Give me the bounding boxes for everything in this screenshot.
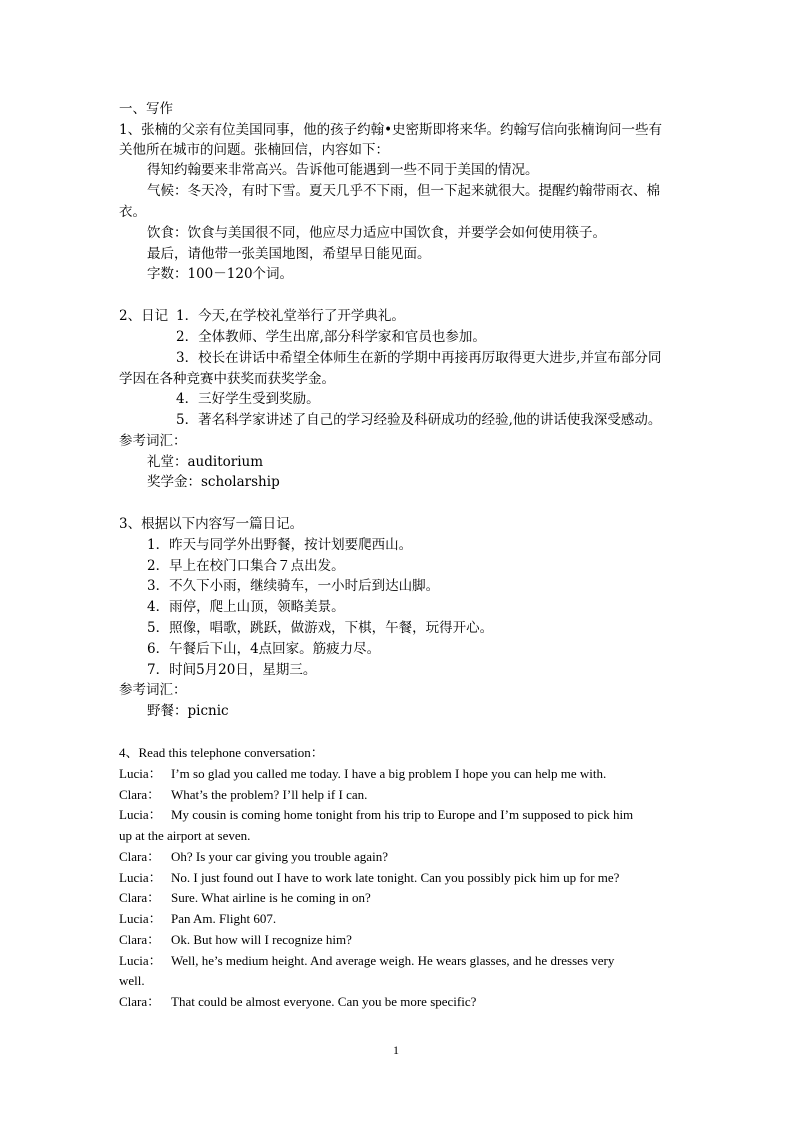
q1-para5: 字数：100－120个词。 xyxy=(147,266,294,282)
dialogue-text: Sure. What airline is he coming in on? xyxy=(171,890,371,905)
section3-item: 5．照像，唱歌，跳跃，做游戏，下棋，午餐，玩得开心。 xyxy=(147,620,494,636)
dialogue-line-continuation xyxy=(119,972,145,990)
page-number: 1 xyxy=(393,1043,399,1057)
speaker-label: Lucia： xyxy=(119,807,162,822)
dialogue-line xyxy=(119,765,606,783)
dialogue-line-continuation xyxy=(119,827,250,845)
q1-para2-line1: 气候：冬天冷，有时下雪。夏天几乎不下雨，但一下起来就很大。提醒约翰带雨衣、棉 xyxy=(147,183,660,199)
dialogue-line xyxy=(119,869,619,887)
section2-label: 2、日记 xyxy=(119,308,169,324)
speaker-label: Lucia： xyxy=(119,911,162,926)
q1-para2-line2: 衣。 xyxy=(119,204,146,220)
diary-item-4: 4．三好学生受到奖励。 xyxy=(176,391,320,407)
dialogue-line xyxy=(119,806,633,824)
diary-item-2: 2．全体教师、学生出席,部分科学家和官员也参加。 xyxy=(176,329,486,345)
dialogue-line xyxy=(119,931,352,949)
section3-item: 7．时间5月20日，星期三。 xyxy=(147,662,317,678)
dialogue-text: That could be almost everyone. Can you be more specific? xyxy=(171,994,477,1009)
diary-item-5: 5．著名科学家讲述了自己的学习经验及科研成功的经验,他的讲话使我深受感动。 xyxy=(176,412,662,428)
dialogue-line xyxy=(119,952,614,970)
section3-item: 6．午餐后下山，4点回家。筋疲力尽。 xyxy=(147,641,381,657)
dialogue-text: I’m so glad you called me today. I have a big problem I hope you can help me with. xyxy=(171,766,607,781)
speaker-label: Clara： xyxy=(119,849,161,864)
dialogue-text: Pan Am. Flight 607. xyxy=(171,911,277,926)
dialogue-line xyxy=(119,889,371,907)
section3-item: 4．雨停，爬上山顶，领略美景。 xyxy=(147,599,345,615)
vocab-picnic: 野餐：picnic xyxy=(147,703,229,719)
dialogue-text: My cousin is coming home tonight from his trip to Europe and I’m supposed to pick him xyxy=(171,807,634,822)
dialogue-text: What’s the problem? I’ll help if I can. xyxy=(171,787,368,802)
speaker-label: Lucia： xyxy=(119,953,162,968)
section3-vocab-heading: 参考词汇： xyxy=(119,682,187,698)
section3-item: 2．早上在校门口集合７点出发。 xyxy=(147,558,345,574)
section1-heading: 一、写作 xyxy=(119,101,173,117)
dialogue-text: Well, he’s medium height. And average weigh. He wears glasses, and he dresses very xyxy=(171,953,615,968)
speaker-label: Clara： xyxy=(119,932,161,947)
q1-para1: 得知约翰要来非常高兴。告诉他可能遇到一些不同于美国的情况。 xyxy=(147,162,539,178)
speaker-label: Lucia： xyxy=(119,870,162,885)
q1-line2: 关他所在城市的问题。张楠回信，内容如下： xyxy=(119,142,389,158)
q1-para3: 饮食：饮食与美国很不同，他应尽力适应中国饮食，并要学会如何使用筷子。 xyxy=(147,225,606,241)
section3-heading: 3、根据以下内容写一篇日记。 xyxy=(119,516,304,532)
diary-item-3-line2: 学因在各种竞赛中获奖而获奖学金。 xyxy=(119,371,335,387)
dialogue-line xyxy=(119,910,276,928)
section4-heading: 4、Read this telephone conversation： xyxy=(119,745,324,760)
dialogue-line xyxy=(119,848,388,866)
dialogue-line xyxy=(119,993,476,1011)
dialogue-text: well. xyxy=(119,973,145,988)
dialogue-text: No. I just found out I have to work late tonight. Can you possibly pick him up for me? xyxy=(171,870,620,885)
speaker-label: Clara： xyxy=(119,787,161,802)
speaker-label: Clara： xyxy=(119,994,161,1009)
vocab-scholarship: 奖学金：scholarship xyxy=(147,474,280,490)
dialogue-text: up at the airport at seven. xyxy=(119,828,251,843)
q1-para4: 最后，请他带一张美国地图，希望早日能见面。 xyxy=(147,246,431,262)
diary-item-1: 1．今天,在学校礼堂举行了开学典礼。 xyxy=(176,308,405,324)
speaker-label: Lucia： xyxy=(119,766,162,781)
dialogue-line xyxy=(119,786,367,804)
dialogue-text: Oh? Is your car giving you trouble again? xyxy=(171,849,388,864)
vocab-auditorium: 礼堂：auditorium xyxy=(147,454,264,470)
section2-vocab-heading: 参考词汇： xyxy=(119,433,187,449)
diary-item-3-line1: 3．校长在讲话中希望全体师生在新的学期中再接再厉取得更大进步,并宣布部分同 xyxy=(176,350,662,366)
q1-line1: 1、张楠的父亲有位美国同事，他的孩子约翰•史密斯即将来华。约翰写信向张楠询问一些有 xyxy=(119,122,663,138)
section3-item: 1．昨天与同学外出野餐，按计划要爬西山。 xyxy=(147,537,413,553)
section3-item: 3．不久下小雨，继续骑车，一小时后到达山脚。 xyxy=(147,578,440,594)
dialogue-text: Ok. But how will I recognize him? xyxy=(171,932,352,947)
speaker-label: Clara： xyxy=(119,890,161,905)
